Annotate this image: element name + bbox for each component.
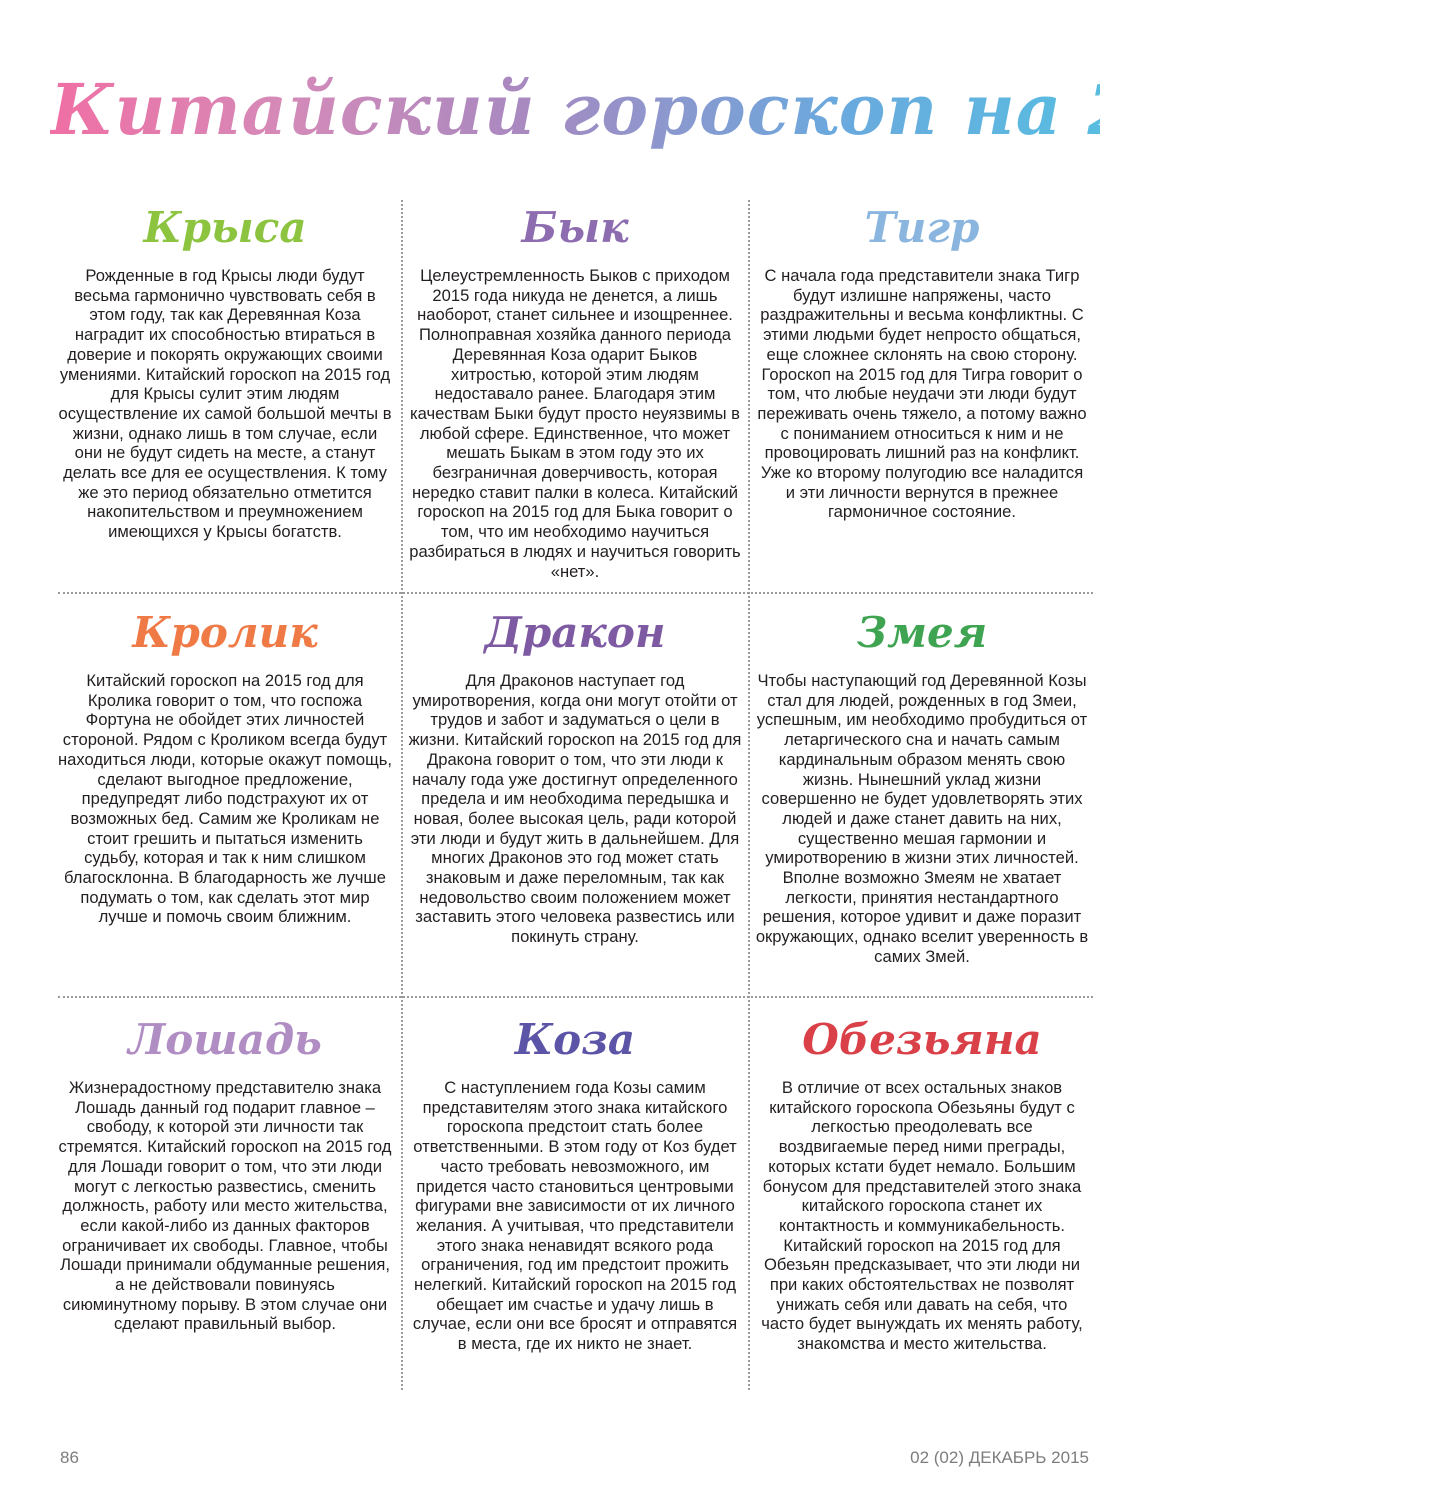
sign-card-rabbit — [52, 605, 398, 927]
sign-card-snake — [749, 605, 1095, 967]
sign-card-horse — [52, 1012, 398, 1334]
sign-text: Чтобы наступающий год Деревянной Козы стал для людей, рожденных в год Змеи, успешным, им необходимо пробудиться от летаргического сна и начать самым кардинальным образом менять свою жизнь. Нынешний уклад жизни совершенно не будет удовлетворять этих людей и даже станет давить на них, существенно мешая гармонии и умиротворению в жизни этих личностей. Вполне возможно Змеям не хватает легкости, принятия нестандартного решения, которое удивит и даже поразит окружающих, однако вселит уверенность в самих Змей. — [755, 671, 1089, 966]
sign-card-dragon — [402, 605, 748, 947]
sign-title: Бык — [521, 203, 629, 252]
sign-text: Целеустремленность Быков с приходом 2015 года никуда не денется, а лишь наоборот, станет сильнее и изощреннее. Полноправная хозяйка данного периода Деревянная Коза одарит Быков хитростью, которой этим людям недоставало ранее. Благодаря этим качествам Быки будут просто неуязвимы в любой сфере. Единственное, что может мешать Быкам в этом году это их безграничная доверчивость, которая нередко ставит палки в колеса. Китайский гороскоп на 2015 год для Быка говорит о том, что им необходимо научиться разбираться в людях и научиться говорить «нет». — [409, 266, 741, 581]
sign-title: Крыса — [143, 203, 307, 252]
sign-card-rat — [52, 200, 398, 542]
sign-title: Змея — [856, 608, 988, 657]
sign-card-goat — [402, 1012, 748, 1354]
sign-title: Кролик — [132, 608, 318, 657]
sign-title: Дракон — [484, 608, 666, 657]
sign-title: Коза — [514, 1015, 636, 1064]
sign-text: В отличие от всех остальных знаков китайского гороскопа Обезьяны будут с легкостью преодолевать все воздвигаемые перед ними преграды, которых кстати будет немало. Большим бонусом для представителей этого знака китайского гороскопа станет их контактность и коммуникабельность. Китайский гороскоп на 2015 год для Обезьян предсказывает, что эти люди ни при каких обстоятельствах не позволят унижать себя или давать на себя, что часто будет вынуждать их менять работу, знакомства и место жительства. — [761, 1078, 1083, 1354]
sign-text: Жизнерадостному представителю знака Лошадь данный год подарит главное – свободу, к которой эти личности так стремятся. Китайский гороскоп на 2015 год для Лошади говорит о том, что эти люди могут с легкостью развестись, сменить должность, работу или место жительства, если какой-либо из данных факторов ограничивает их свободы. Главное, чтобы Лошади принимали обдуманные решения, а не действовали повинуясь сиюминутному порыву. В этом случае они сделают правильный выбор. — [58, 1078, 392, 1334]
sign-title: Тигр — [864, 203, 980, 252]
sign-card-monkey — [749, 1012, 1095, 1354]
sign-text: Китайский гороскоп на 2015 год для Кролика говорит о том, что госпожа Фортуна не обойдет этих личностей стороной. Рядом с Кроликом всегда будут находиться люди, которые окажут помощь, сделают выгодное предложение, предупредят либо подстрахуют их от возможных бед. Самим же Кроликам не стоит грешить и пытаться изменить судьбу, которая и так к ним слишком благосклонна. В благодарность же лучше подумать о том, как сделать этот мир лучше и помочь своим ближним. — [58, 671, 392, 927]
sign-title: Обезьяна — [802, 1015, 1042, 1064]
row-divider — [58, 996, 1093, 998]
page-title: Китайский гороскоп на 2015 год — [50, 60, 1100, 160]
sign-card-tiger — [749, 200, 1095, 522]
sign-text: С наступлением года Козы самим представителям этого знака китайского гороскопа предстоит стать более ответственными. В этом году от Коз будет часто требовать невозможного, им придется часто становиться центровыми фигурами вне зависимости от их личного желания. А учитывая, что представители этого знака ненавидят всякого рода ограничения, год им предстоит прожить нелегкий. Китайский гороскоп на 2015 год обещает им счастье и удачу лишь в случае, если они все бросят и отправятся в места, где их никто не знает. — [412, 1078, 738, 1354]
page-number: 86 — [60, 1448, 79, 1467]
sign-text: Для Драконов наступает год умиротворения, когда они могут отойти от трудов и забот и задуматься о цели в жизни. Китайский гороскоп на 2015 год для Дракона говорит о том, что эти люди к началу года уже достигнут определенного предела и им необходима передышка и новая, более высокая цель, ради которой эти люди и будут жить в дальнейшем. Для многих Драконов это год может стать знаковым и даже переломным, так как недовольство своим положением может заставить этого человека развестись или покинуть страну. — [408, 671, 742, 947]
sign-card-ox — [402, 200, 748, 581]
sign-text: С начала года представители знака Тигр будут излишне напряжены, часто раздражительны и весьма конфликтны. С этими людьми будет непросто общаться, еще сложнее склонять на свою сторону. Гороскоп на 2015 год для Тигра говорит о том, что любые неудачи эти люди будут переживать очень тяжело, а потому важно с пониманием относиться к ним и не провоцировать лишний раз на конфликт. Уже ко второму полугодию все наладится и эти личности вернутся в прежнее гармоничное состояние. — [757, 266, 1087, 522]
row-divider — [58, 592, 1093, 594]
sign-title: Лошадь — [128, 1015, 322, 1064]
sign-text: Рожденные в год Крысы люди будут весьма гармонично чувствовать себя в этом году, так как Деревянная Коза наградит их способностью втираться в доверие и покорять окружающих своими умениями. Китайский гороскоп на 2015 год для Крысы сулит этим людям осуществление их самой большой мечты в жизни, однако лишь в том случае, если они не будут сидеть на месте, а станут делать все для ее осуществления. К тому же это период обязательно отметится накопительством и преумножением имеющихся у Крысы богатств. — [58, 266, 392, 542]
issue-info: 02 (02) ДЕКАБРЬ 2015 — [910, 1448, 1089, 1467]
